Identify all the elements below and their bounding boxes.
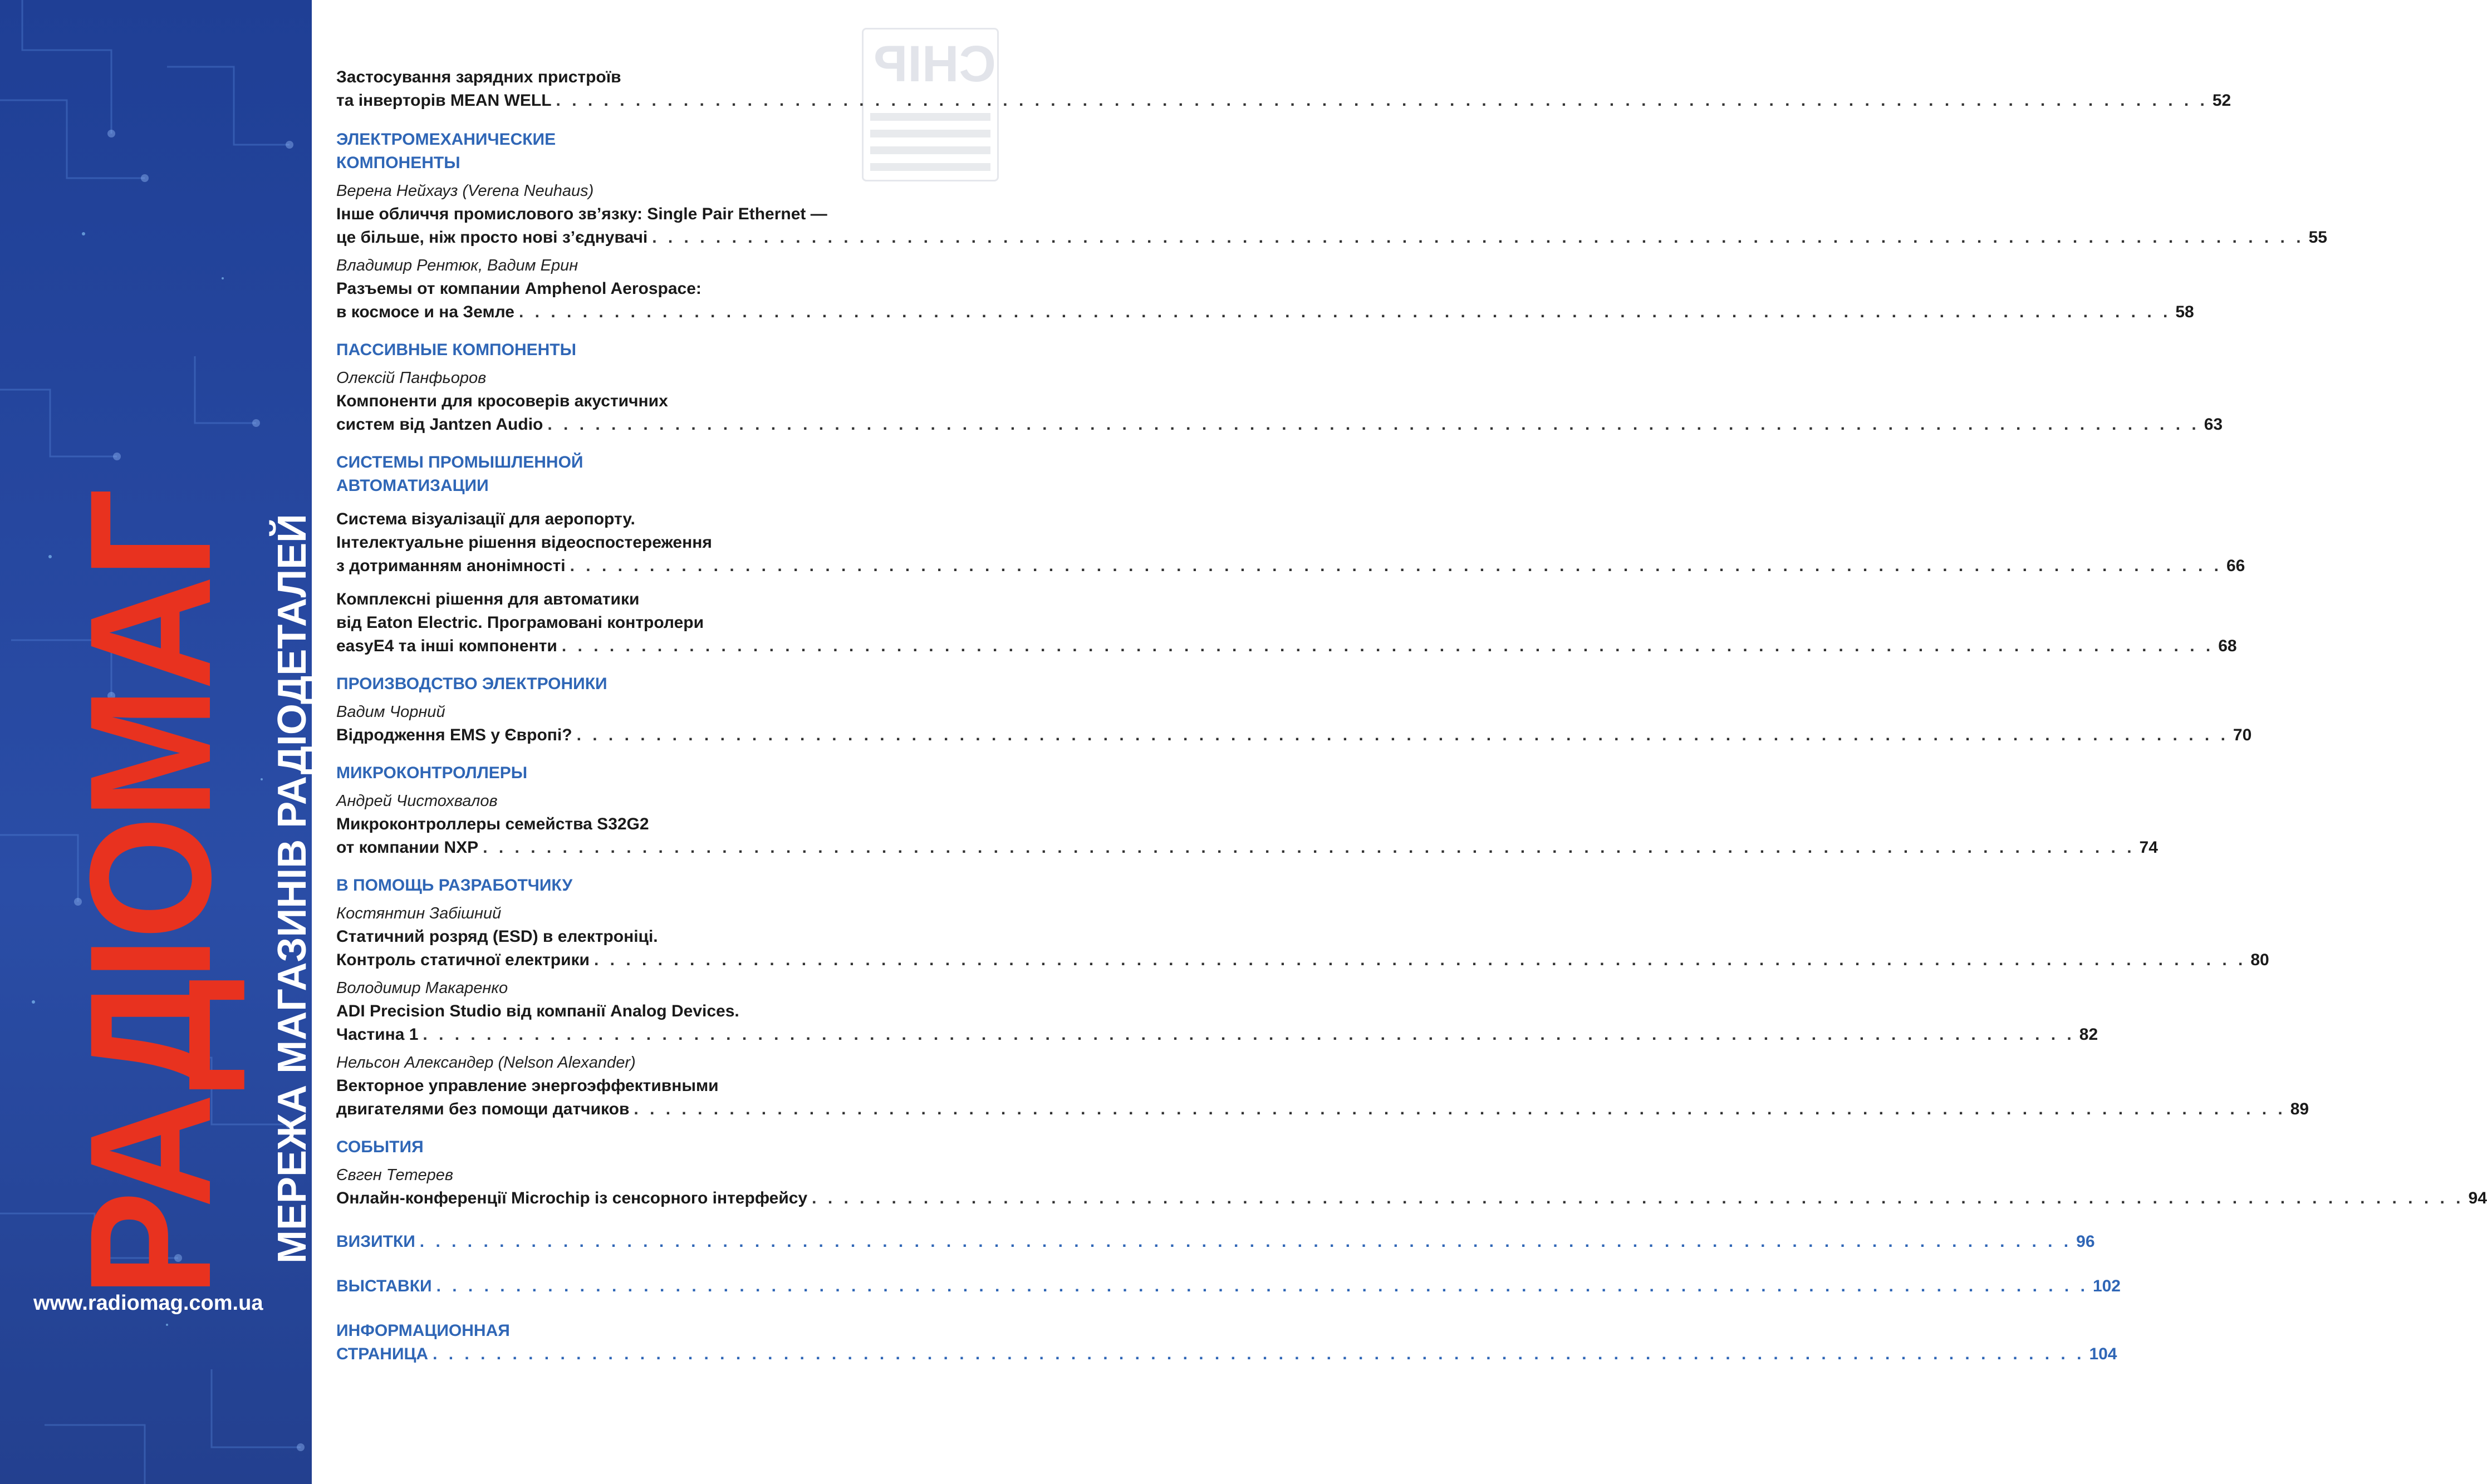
toc-entry[interactable] xyxy=(336,724,2252,747)
page-number: 80 xyxy=(2250,951,2269,969)
entry-title-line: ИНФОРМАЦИОННАЯ СТРАНИЦА xyxy=(336,1321,510,1363)
website-link[interactable]: www.radiomag.com.ua xyxy=(33,1291,263,1315)
leader-dots xyxy=(483,836,2135,859)
page-number: 70 xyxy=(2233,726,2252,744)
leader-dots xyxy=(594,949,2246,972)
entry-title-line: Інтелектуальне рішення відеоспостереження xyxy=(336,533,712,552)
entry-title-line: з дотриманням анонімності xyxy=(336,557,566,575)
toc-entry-vizitki[interactable] xyxy=(336,1230,2095,1254)
leader-dots xyxy=(652,226,2304,249)
entry-title-line: в космосе и на Земле xyxy=(336,303,514,321)
toc-entry-info-page[interactable] xyxy=(336,1319,2117,1366)
entry-title-line: систем від Jantzen Audio xyxy=(336,415,543,434)
entry-title-line: Разъемы от компании Amphenol Aerospace: xyxy=(336,279,702,298)
entry-title-line: easyE4 та інші компоненти xyxy=(336,637,557,655)
section-title xyxy=(336,128,1026,175)
leader-dots xyxy=(577,724,2229,747)
page-number: 82 xyxy=(2079,1025,2098,1044)
page-number: 63 xyxy=(2204,415,2223,434)
entry-title-line: ADI Precision Studio від компанії Analog Devices. xyxy=(336,1002,739,1020)
entry-title-line: Векторное управление энергоэффективными xyxy=(336,1077,719,1095)
toc-entry[interactable] xyxy=(336,1074,2309,1121)
entry-title-line: та інверторів MEAN WELL xyxy=(336,91,552,110)
page-number: 104 xyxy=(2089,1345,2117,1363)
author-name: Андрей Чистохвалов xyxy=(336,792,498,810)
toc-entry[interactable] xyxy=(336,203,2327,249)
toc-entry[interactable] xyxy=(336,588,2237,658)
page-number: 94 xyxy=(2468,1189,2487,1207)
entry-title-line: Відродження EMS у Європі? xyxy=(336,726,572,744)
entry-title-line: Онлайн-конференції Microchip із сенсорного інтерфейсу xyxy=(336,1189,808,1207)
section-title: МИКРОКОНТРОЛЛЕРЫ xyxy=(336,764,528,782)
page-number: 102 xyxy=(2092,1277,2121,1295)
entry-title-line: Статичний розряд (ESD) в електроніці. xyxy=(336,927,658,946)
toc-entry[interactable] xyxy=(336,1000,2098,1046)
author-name: Володимир Макаренко xyxy=(336,979,508,997)
entry-title-line: Компоненти для кросоверів акустичних xyxy=(336,392,668,410)
entry-title-line: двигателями без помощи датчиков xyxy=(336,1100,630,1118)
toc-entry[interactable] xyxy=(336,925,2269,972)
table-of-contents xyxy=(336,66,2487,1366)
leader-dots xyxy=(547,413,2199,436)
author-name: Костянтин Забішний xyxy=(336,905,502,922)
toc-entry-vystavki[interactable] xyxy=(336,1275,2121,1298)
toc-entry[interactable] xyxy=(336,66,2231,112)
leader-dots xyxy=(519,301,2171,324)
section-title xyxy=(336,451,1026,498)
section-title: ПАССИВНЫЕ КОМПОНЕНТЫ xyxy=(336,341,576,359)
toc-entry[interactable] xyxy=(336,1187,2487,1210)
entry-title-line: от компании NXP xyxy=(336,838,479,857)
author-name: Владимир Рентюк, Вадим Ерин xyxy=(336,257,578,274)
entry-title-line: Микроконтроллеры семейства S32G2 xyxy=(336,815,649,833)
leader-dots xyxy=(423,1023,2074,1046)
leader-dots xyxy=(812,1187,2464,1210)
leader-dots xyxy=(570,554,2222,578)
leader-dots xyxy=(433,1345,2084,1363)
page-number: 74 xyxy=(2139,838,2158,857)
author-name: Вадим Чорний xyxy=(336,703,445,721)
entry-title-line: Контроль статичної електрики xyxy=(336,951,590,969)
author-name: Олексій Панфьоров xyxy=(336,369,487,387)
page-number: 55 xyxy=(2308,228,2327,247)
leader-dots xyxy=(420,1232,2072,1251)
section-title: ПРОИЗВОДСТВО ЭЛЕКТРОНИКИ xyxy=(336,675,607,693)
brand-logo-text: РАДІОМАГ xyxy=(53,491,247,1297)
page-number: 66 xyxy=(2226,557,2245,575)
leader-dots xyxy=(556,89,2208,112)
leader-dots xyxy=(436,1277,2088,1295)
leader-dots xyxy=(634,1098,2285,1121)
entry-title-line: Система візуалізації для аеропорту. xyxy=(336,510,635,528)
page-number: 68 xyxy=(2218,637,2237,655)
entry-title-line: Застосування зарядних пристроїв xyxy=(336,68,621,86)
page-number: 52 xyxy=(2212,91,2231,110)
page-number: 58 xyxy=(2175,303,2194,321)
section-title-line: ЭЛЕКТРОМЕХАНИЧЕСКИЕ xyxy=(336,130,556,149)
chip-logo-bleed-decoration: CHIP xyxy=(862,28,999,181)
tagline-vertical xyxy=(270,150,315,1264)
section-title-line: КОМПОНЕНТЫ xyxy=(336,154,460,172)
author-name: Євген Тетерев xyxy=(336,1166,454,1184)
brand-logo-vertical xyxy=(53,184,247,1297)
entry-title-line: ВИЗИТКИ xyxy=(336,1232,415,1251)
page-number: 96 xyxy=(2076,1232,2095,1251)
section-title-line: АВТОМАТИЗАЦИИ xyxy=(336,476,489,495)
leader-dots xyxy=(562,635,2214,658)
entry-title-line: Комплексні рішення для автоматики xyxy=(336,590,640,608)
author-name: Верена Нейхауз (Verena Neuhaus) xyxy=(336,182,594,200)
toc-entry[interactable] xyxy=(336,813,2158,859)
section-title: СОБЫТИЯ xyxy=(336,1138,424,1156)
entry-title-line: Частина 1 xyxy=(336,1025,419,1044)
entry-title-line: Інше обличчя промислового зв’язку: Single Pair Ethernet — xyxy=(336,205,827,223)
toc-entry[interactable] xyxy=(336,277,2194,324)
section-title-line: СИСТЕМЫ ПРОМЫШЛЕННОЙ xyxy=(336,453,583,471)
toc-entry[interactable] xyxy=(336,390,2223,436)
entry-title-line: ВЫСТАВКИ xyxy=(336,1277,432,1295)
section-title: В ПОМОЩЬ РАЗРАБОТЧИКУ xyxy=(336,876,573,895)
entry-title-line: від Eaton Electric. Програмовані контролери xyxy=(336,613,704,632)
author-name: Нельсон Александер (Nelson Alexander) xyxy=(336,1054,636,1072)
tagline-text: МЕРЕЖА МАГАЗИНІВ РАДІОДЕТАЛЕЙ xyxy=(270,514,315,1264)
toc-entry[interactable] xyxy=(336,508,2245,578)
page-number: 89 xyxy=(2290,1100,2309,1118)
entry-title-line: це більше, ніж просто нові з’єднувачі xyxy=(336,228,648,247)
sidebar-cover-strip xyxy=(0,0,315,1484)
